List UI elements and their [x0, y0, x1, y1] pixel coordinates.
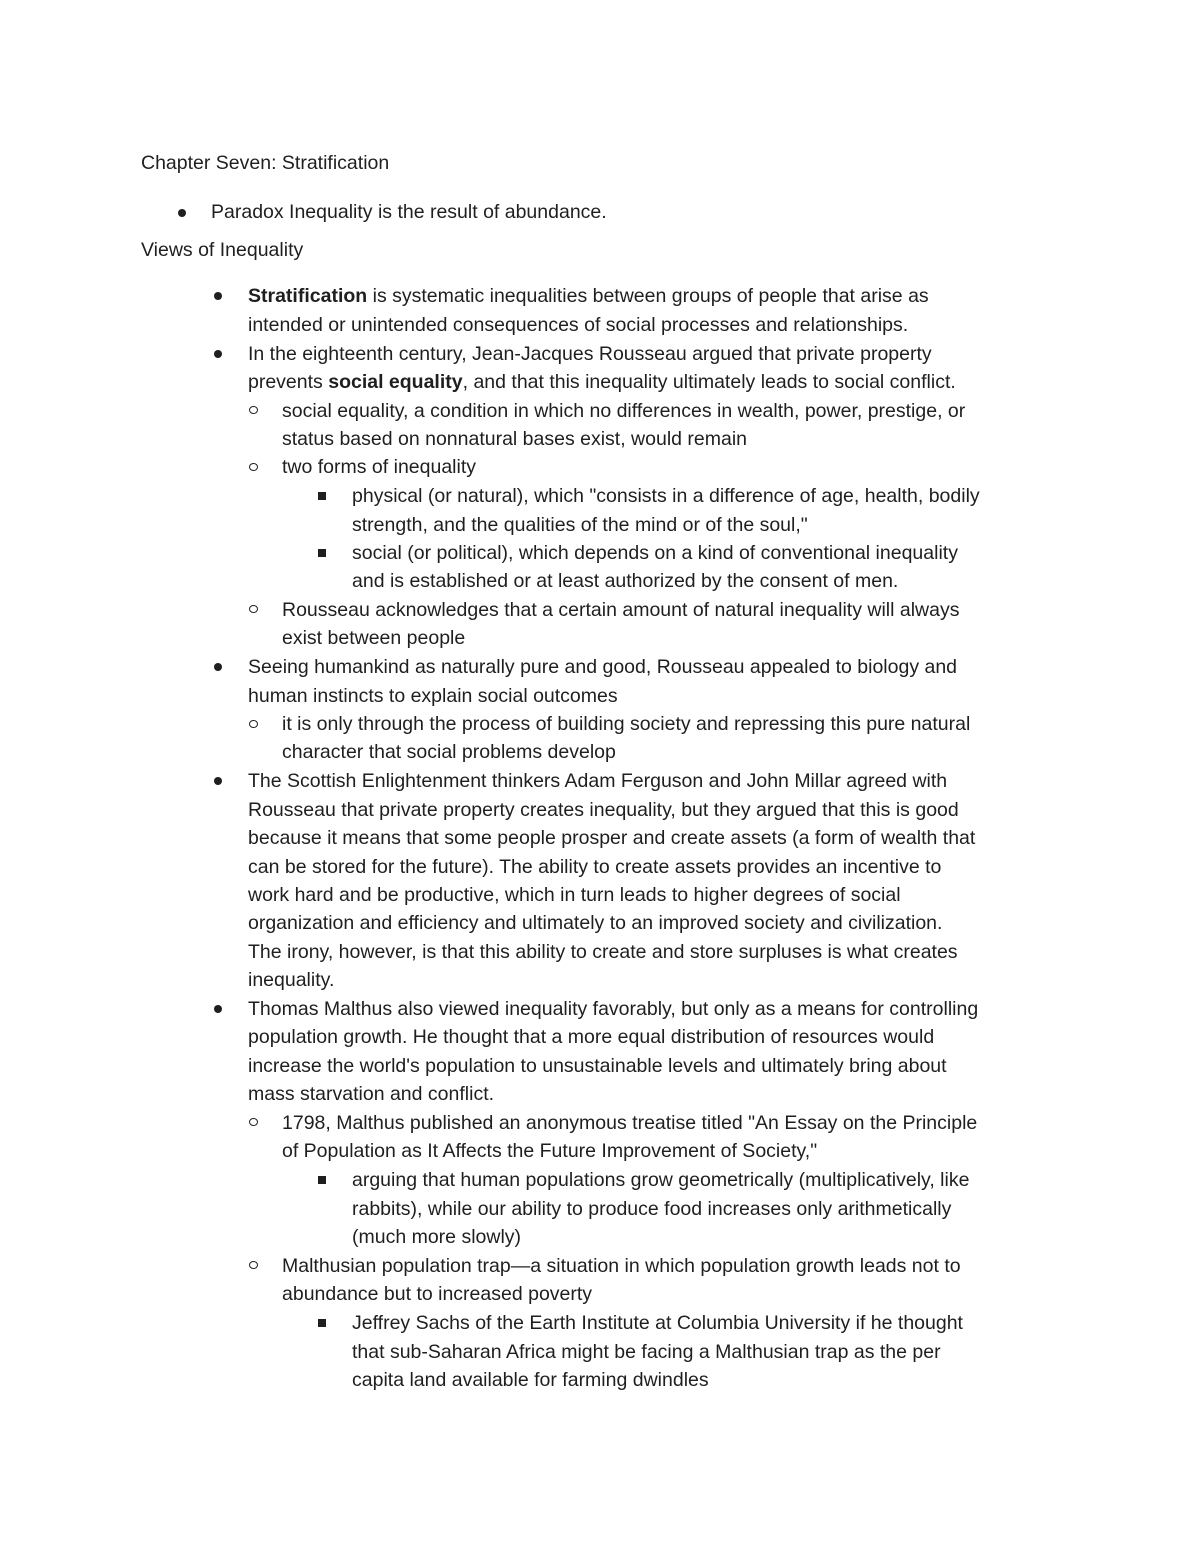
- sub-sub-item-text: that sub-Saharan Africa might be facing a Malthusian trap as the per: [352, 1341, 941, 1363]
- list-item: [248, 282, 929, 310]
- list-item-text: Seeing humankind as naturally pure and good, Rousseau appealed to biology and: [248, 656, 958, 678]
- document-title: Chapter Seven: Stratification: [141, 152, 390, 174]
- list-item-text: can be stored for the future). The ability to create assets provides an incentive to: [248, 856, 942, 878]
- bullet-circle-icon: [249, 720, 258, 728]
- sub-item-text: social equality, a condition in which no differences in wealth, power, prestige, or: [282, 400, 966, 422]
- sub-item-text: status based on nonnatural bases exist, would remain: [282, 428, 748, 450]
- sub-item-text: of Population as It Affects the Future Improvement of Society,": [282, 1140, 818, 1162]
- sub-sub-item-text: and is established or at least authorized by the consent of men.: [352, 570, 899, 592]
- sub-sub-item-text: capita land available for farming dwindles: [352, 1369, 709, 1391]
- list-item-text: prevents: [248, 371, 329, 393]
- list-item-text: In the eighteenth century, Jean-Jacques Rousseau argued that private property: [248, 343, 932, 365]
- list-item-text: Thomas Malthus also viewed inequality favorably, but only as a means for controlling: [248, 998, 979, 1020]
- list-item-text: Rousseau that private property creates inequality, but they argued that this is good: [248, 799, 959, 821]
- list-item-text: increase the world's population to unsustainable levels and ultimately bring about: [248, 1055, 947, 1077]
- list-item-text: population growth. He thought that a more equal distribution of resources would: [248, 1026, 935, 1048]
- bullet-disc-icon: [214, 663, 222, 671]
- list-item: [248, 368, 956, 396]
- sub-item-text: Malthusian population trap—a situation in which population growth leads not to: [282, 1255, 961, 1277]
- sub-item-text: two forms of inequality: [282, 456, 477, 478]
- list-item-text: The Scottish Enlightenment thinkers Adam Ferguson and John Millar agreed with: [248, 770, 948, 792]
- sub-sub-item-text: strength, and the qualities of the mind or of the soul,": [352, 514, 808, 536]
- bullet-square-icon: [318, 1176, 326, 1184]
- bullet-circle-icon: [249, 1261, 258, 1269]
- sub-sub-item-text: physical (or natural), which "consists in a difference of age, health, bodily: [352, 485, 980, 507]
- sub-sub-item-text: Jeffrey Sachs of the Earth Institute at Columbia University if he thought: [352, 1312, 963, 1334]
- bullet-circle-icon: [249, 463, 258, 471]
- list-item-text: intended or unintended consequences of social processes and relationships.: [248, 314, 909, 336]
- bullet-disc-icon: [214, 350, 222, 358]
- sub-item-text: abundance but to increased poverty: [282, 1283, 593, 1305]
- sub-sub-item-text: rabbits), while our ability to produce food increases only arithmetically: [352, 1198, 952, 1220]
- bullet-square-icon: [318, 1319, 326, 1327]
- bullet-circle-icon: [249, 1118, 258, 1126]
- sub-sub-item-text: (much more slowly): [352, 1226, 522, 1248]
- intro-bullet-text: Paradox Inequality is the result of abundance.: [211, 201, 607, 223]
- bullet-disc-icon: [178, 209, 186, 217]
- sub-item-text: 1798, Malthus published an anonymous treatise titled "An Essay on the Principle: [282, 1112, 978, 1134]
- list-item-text: is systematic inequalities between groups of people that arise as: [367, 285, 929, 307]
- bullet-square-icon: [318, 549, 326, 557]
- sub-item-text: it is only through the process of building society and repressing this pure natural: [282, 713, 971, 735]
- list-item-text: The irony, however, is that this ability to create and store surpluses is what creates: [248, 941, 958, 963]
- sub-item-text: exist between people: [282, 627, 466, 649]
- bullet-disc-icon: [214, 1005, 222, 1013]
- list-item-text: human instincts to explain social outcomes: [248, 685, 618, 707]
- list-item-text: mass starvation and conflict.: [248, 1083, 495, 1105]
- list-item-text: organization and efficiency and ultimately to an improved society and civilization.: [248, 912, 943, 934]
- bullet-circle-icon: [249, 605, 258, 613]
- list-item-text: inequality.: [248, 969, 335, 991]
- bullet-square-icon: [318, 492, 326, 500]
- section-heading: Views of Inequality: [141, 239, 304, 261]
- bold-term: social equality: [328, 371, 463, 393]
- bullet-disc-icon: [214, 777, 222, 785]
- bold-term: Stratification: [248, 285, 368, 307]
- bullet-disc-icon: [214, 292, 222, 300]
- list-item-text: work hard and be productive, which in turn leads to higher degrees of social: [248, 884, 901, 906]
- sub-item-text: character that social problems develop: [282, 741, 616, 763]
- list-item-text: because it means that some people prosper and create assets (a form of wealth that: [248, 827, 976, 849]
- bullet-circle-icon: [249, 406, 258, 414]
- sub-sub-item-text: social (or political), which depends on a kind of conventional inequality: [352, 542, 958, 564]
- list-item-text: , and that this inequality ultimately leads to social conflict.: [462, 371, 956, 393]
- sub-item-text: Rousseau acknowledges that a certain amount of natural inequality will always: [282, 599, 960, 621]
- sub-sub-item-text: arguing that human populations grow geometrically (multiplicatively, like: [352, 1169, 970, 1191]
